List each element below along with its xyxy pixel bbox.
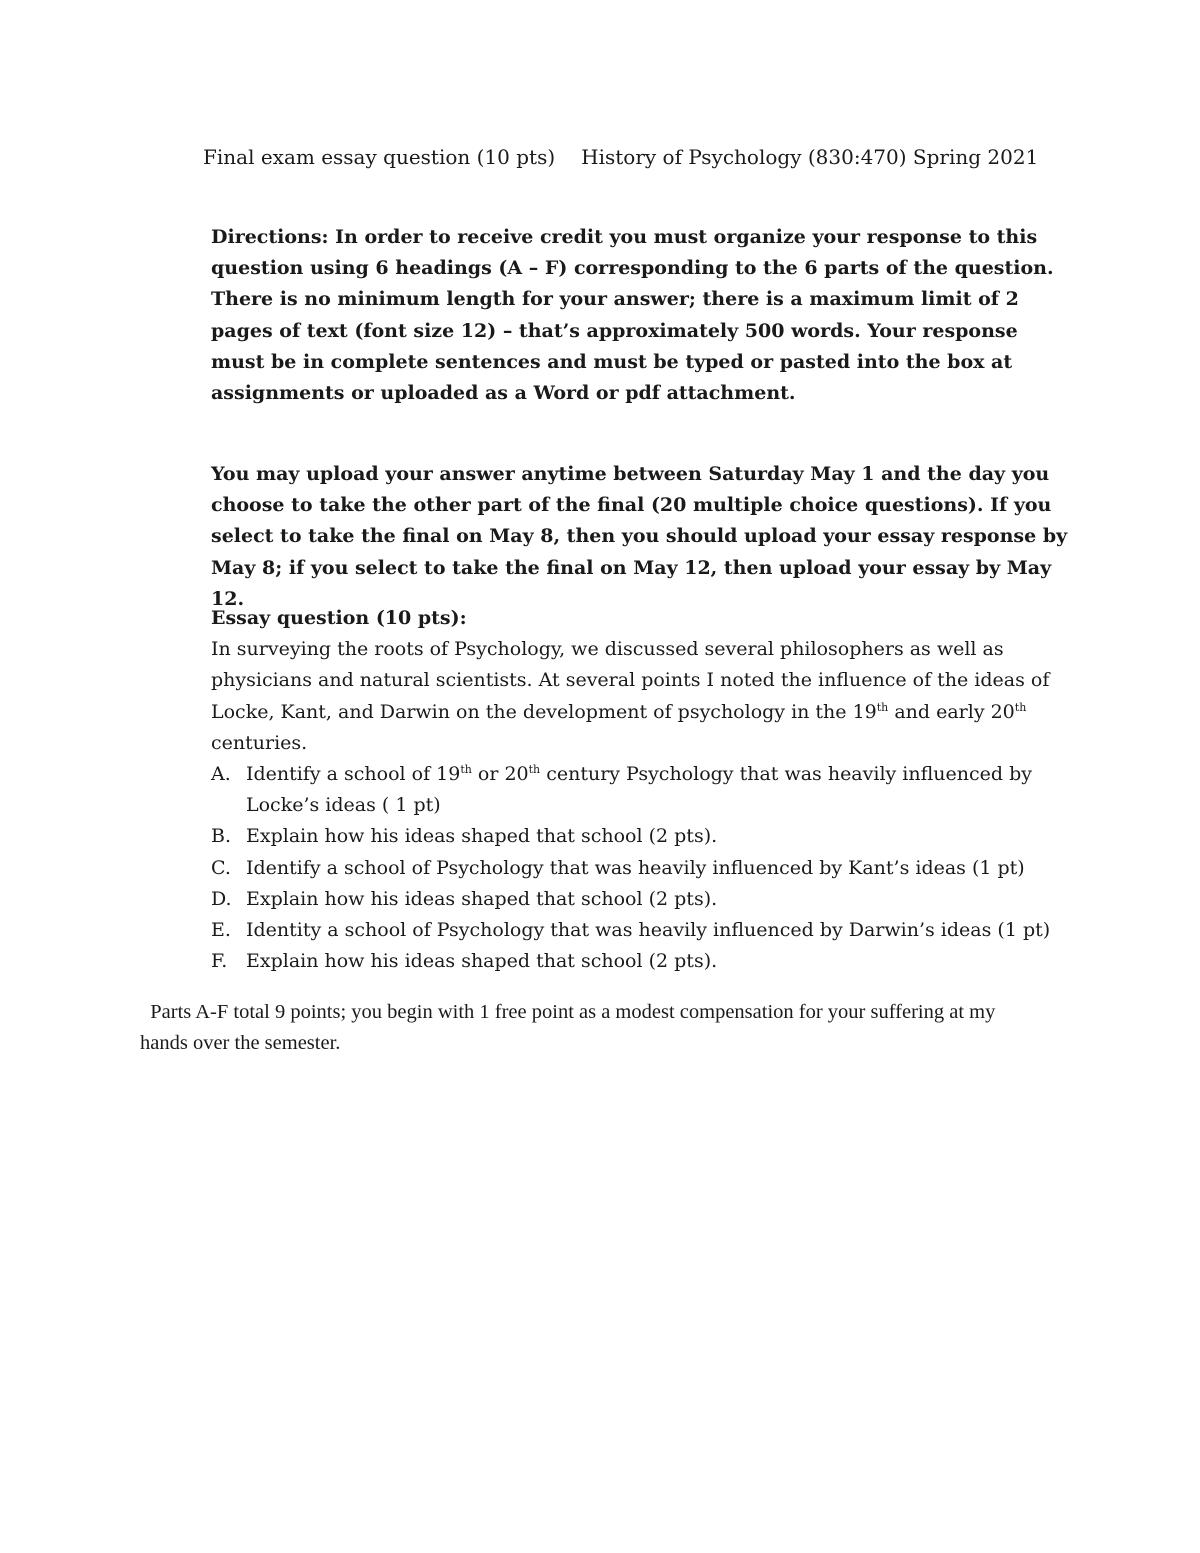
essay-heading: Essay question (10 pts): — [211, 607, 467, 629]
essay-part-f — [211, 946, 1071, 977]
part-letter: A. — [211, 763, 231, 786]
part-letter: F. — [211, 950, 228, 973]
part-text: Identify a school of Psychology that was heavily influenced by Kant’s ideas (1 pt) — [246, 856, 1025, 879]
part-text: century Psychology that was heavily influenced by Locke’s ideas ( 1 pt) — [246, 763, 1032, 817]
footer-text: Parts A-F total 9 points; you begin with 1 free point as a modest compensation for your suffering at my hands over the semester. — [140, 1001, 996, 1054]
essay-prompt-text-2: and early 20 — [888, 700, 1015, 723]
part-letter: E. — [211, 919, 231, 942]
exam-title: Final exam essay question (10 pts) — [203, 145, 556, 169]
essay-part-a — [211, 759, 1071, 821]
part-sup: th — [460, 763, 472, 777]
part-text: or 20 — [471, 763, 529, 786]
part-letter: D. — [211, 887, 232, 910]
footer-note — [140, 997, 1000, 1059]
directions-paragraph: Directions: In order to receive credit you must organize your response to this question using 6 headings (A – F) corresponding to the 6 parts of the question. There is no minimum length for your answer; there is a maximum limit of 2 pages of text (font size 12) – that’s approximately 500 words. Your response must be in complete sentences and must be typed or pasted into the box at assignments or uploaded as a Word or pdf attachment. — [211, 226, 1054, 405]
essay-part-e — [211, 915, 1071, 946]
part-letter: C. — [211, 856, 231, 879]
part-letter: B. — [211, 825, 232, 848]
part-text: Explain how his ideas shaped that school (2 pts). — [246, 950, 718, 973]
essay-prompt-text-3: centuries. — [211, 731, 308, 754]
essay-prompt — [211, 634, 1071, 759]
part-text: Explain how his ideas shaped that school (2 pts). — [246, 887, 718, 910]
essay-prompt-sup-1: th — [876, 700, 889, 714]
part-sup: th — [528, 763, 541, 777]
part-text: Identify a school of 19 — [246, 763, 461, 786]
essay-prompt-sup-2: th — [1014, 700, 1027, 714]
essay-prompt-text-1: In surveying the roots of Psychology, we discussed several philosophers as well as physicians and natural scientists. At several points I noted the influence of the ideas of Locke, Kant, and Darwin on the development of psychology in the 19 — [211, 638, 1050, 723]
essay-parts-list — [211, 759, 1071, 977]
essay-part-d — [211, 884, 1071, 915]
page-header — [203, 141, 1038, 173]
upload-note-paragraph: You may upload your answer anytime between Saturday May 1 and the day you choose to take the other part of the final (20 multiple choice questions). If you select to take the final on May 8, then you should upload your essay response by May 8; if you select to take the final on May 12, then upload your essay by May 12. — [211, 463, 1068, 610]
part-text: Identity a school of Psychology that was heavily influenced by Darwin’s ideas (1 pt) — [246, 919, 1051, 942]
part-text: Explain how his ideas shaped that school (2 pts). — [246, 825, 718, 848]
essay-section — [211, 603, 1071, 977]
essay-part-c — [211, 853, 1071, 884]
essay-part-b — [211, 821, 1071, 852]
course-title: History of Psychology (830:470) Spring 2021 — [581, 145, 1039, 169]
